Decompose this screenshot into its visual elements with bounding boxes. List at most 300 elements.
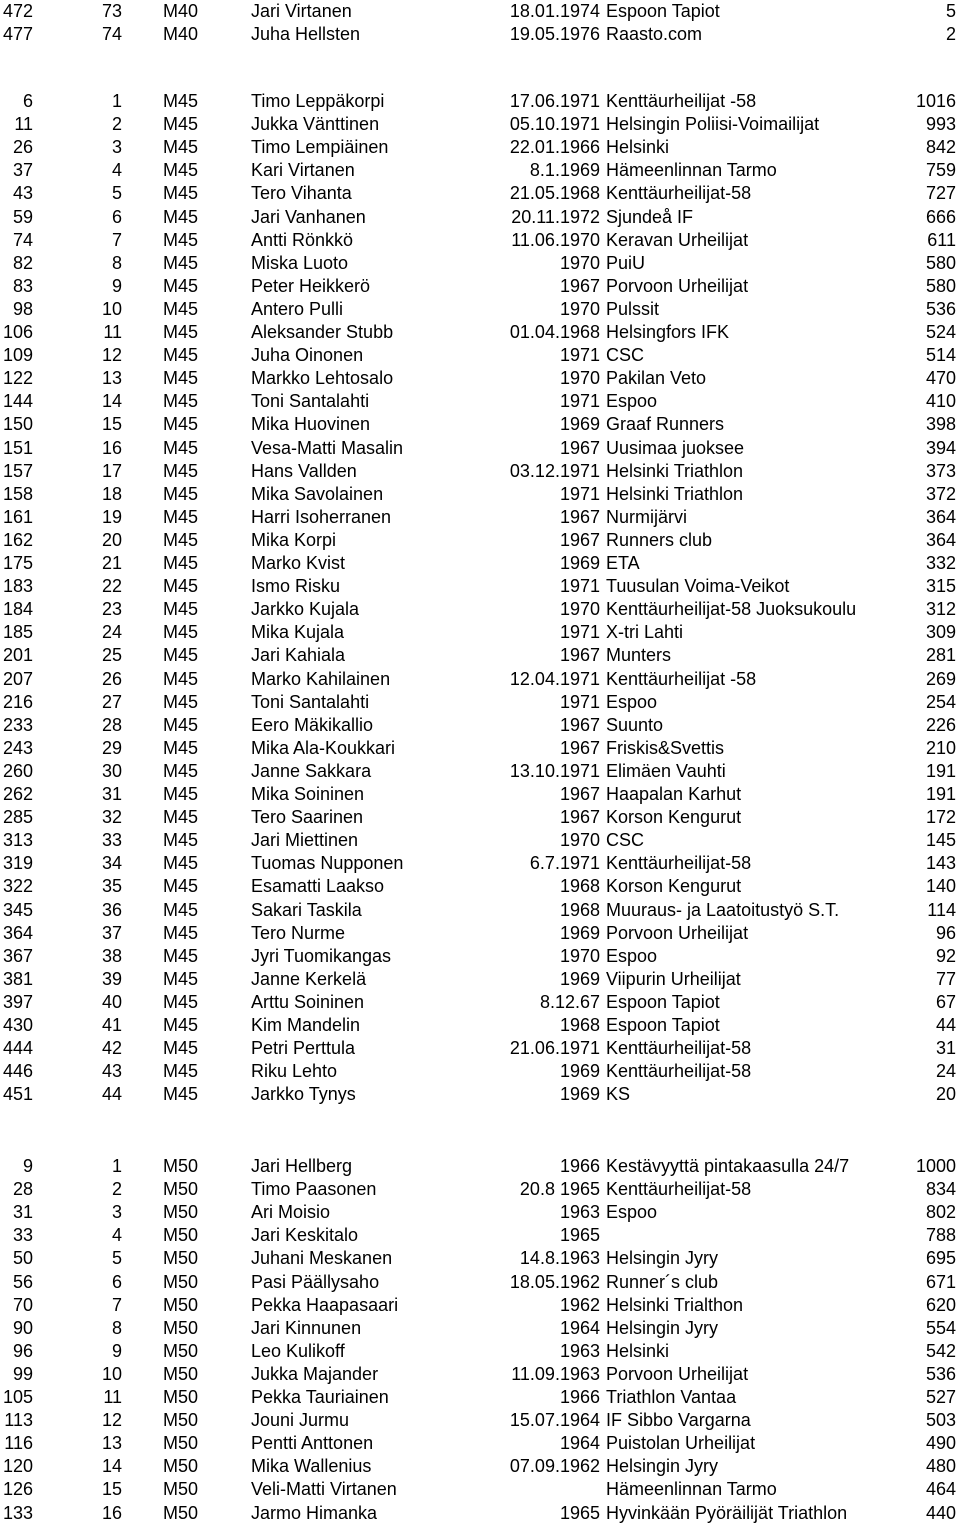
overall-rank: 122 [2,368,33,389]
age-class: M45 [163,784,199,804]
overall-rank: 37 [12,160,33,181]
points: 92 [935,945,956,966]
club-name: Espoo [606,391,658,412]
result-row [0,1201,960,1224]
athlete-name: Eero Mäkikallio [251,714,374,735]
result-row [0,229,960,252]
birth-date: 1970 [559,368,600,389]
points: 580 [925,252,956,273]
athlete-name: Sakari Taskila [251,899,362,920]
class-position: 10 [101,1363,122,1384]
age-class: M45 [163,483,199,504]
points: 191 [925,760,956,781]
overall-rank: 260 [2,760,33,781]
points: 536 [925,1363,956,1384]
class-position: 12 [101,1410,122,1431]
points: 1000 [915,1156,956,1176]
birth-date: 1967 [559,645,600,666]
age-class: M50 [163,1387,199,1407]
class-position: 6 [111,206,122,227]
club-name: ETA [606,553,640,573]
athlete-name: Kari Virtanen [251,160,355,181]
birth-date: 1963 [559,1202,600,1223]
athlete-name: Jari Kahiala [251,645,346,666]
birth-date: 1971 [559,622,600,643]
overall-rank: 207 [2,668,33,689]
birth-date: 1969 [559,414,600,435]
class-position: 4 [111,1225,122,1246]
points: 666 [925,206,956,227]
overall-rank: 243 [2,737,33,758]
athlete-name: Arttu Soininen [251,991,365,1012]
club-name: Sjundeå IF [606,206,694,227]
athlete-name: Antero Pulli [251,298,344,319]
points: 309 [925,622,956,643]
athlete-name: Vesa-Matti Masalin [251,437,404,458]
points: 398 [925,414,956,435]
athlete-name: Juhani Meskanen [251,1248,393,1269]
class-position: 10 [101,298,122,319]
birth-date: 1967 [559,529,600,550]
age-class: M50 [163,1363,199,1384]
birth-date: 1969 [559,1084,600,1105]
class-position: 5 [111,183,122,204]
birth-date: 1969 [559,1061,600,1082]
class-position: 20 [101,529,122,550]
age-class: M50 [163,1340,199,1361]
age-class: M45 [163,1015,199,1035]
age-class: M45 [163,737,199,758]
club-name: Kenttäurheilijat -58 [606,668,757,689]
age-class: M50 [163,1317,199,1338]
club-name: Kenttäurheilijat-58 [606,183,752,204]
birth-date: 1967 [559,437,600,458]
overall-rank: 216 [2,691,33,712]
club-name: PuiU [606,252,646,273]
birth-date: 1969 [559,553,600,573]
athlete-name: Mika Kujala [251,622,345,643]
result-row [0,298,960,321]
club-name: Helsinki [606,1340,670,1361]
class-position: 73 [101,1,122,21]
points: 440 [925,1502,956,1523]
result-row [0,367,960,390]
club-name: Friskis&Svettis [606,737,725,758]
birth-date: 21.06.1971 [509,1038,600,1059]
athlete-name: Jarkko Kujala [251,599,360,620]
overall-rank: 133 [2,1502,33,1523]
age-class: M45 [163,114,199,135]
age-class: M45 [163,1038,199,1059]
birth-date: 15.07.1964 [509,1410,600,1431]
class-position: 24 [101,622,122,643]
athlete-name: Mika Huovinen [251,414,371,435]
class-position: 7 [111,1294,122,1315]
age-class: M45 [163,275,199,296]
class-position: 40 [101,991,122,1012]
overall-rank: 161 [2,506,33,527]
points: 24 [935,1061,956,1082]
overall-rank: 446 [2,1061,33,1082]
age-class: M45 [163,899,199,920]
club-name: Korson Kengurut [606,876,742,897]
birth-date: 13.10.1971 [509,760,600,781]
athlete-name: Mika Wallenius [251,1456,372,1477]
points: 254 [925,691,956,712]
club-name: Nurmijärvi [606,506,687,527]
class-position: 37 [101,922,122,943]
overall-rank: 397 [2,991,33,1012]
overall-rank: 43 [12,183,33,204]
overall-rank: 28 [12,1179,33,1200]
birth-date: 1967 [559,714,600,735]
overall-rank: 99 [12,1363,33,1384]
age-class: M45 [163,460,199,481]
age-class: M40 [163,1,199,21]
class-position: 11 [103,322,122,342]
result-row [0,1386,960,1409]
points: 96 [935,922,956,943]
club-name: Munters [606,645,672,666]
points: 364 [925,529,956,550]
age-class: M45 [163,137,199,158]
class-position: 14 [101,391,122,412]
athlete-name: Tero Nurme [251,922,346,943]
points: 410 [925,391,956,412]
class-position: 11 [103,1387,122,1407]
points: 312 [925,599,956,620]
result-row [0,575,960,598]
class-position: 27 [101,691,122,712]
overall-rank: 157 [2,460,33,481]
points: 580 [925,275,956,296]
overall-rank: 183 [2,576,33,597]
birth-date: 1968 [559,1015,600,1035]
class-position: 15 [101,1479,122,1500]
age-class: M50 [163,1156,199,1176]
athlete-name: Juha Oinonen [251,345,364,366]
birth-date: 18.01.1974 [509,1,600,21]
points: 1016 [915,91,956,111]
age-class: M50 [163,1410,199,1431]
points: 31 [935,1038,956,1059]
result-row [0,829,960,852]
class-position: 2 [111,1179,122,1200]
overall-rank: 33 [12,1225,33,1246]
birth-date: 1967 [559,737,600,758]
result-row [0,1037,960,1060]
athlete-name: Markko Lehtosalo [251,368,394,389]
result-row [0,1294,960,1317]
points: 834 [925,1179,956,1200]
birth-date: 1969 [559,922,600,943]
age-class: M45 [163,668,199,689]
athlete-name: Jarmo Himanka [251,1502,378,1523]
points: 332 [925,553,956,573]
result-row [0,644,960,667]
athlete-name: Mika Soininen [251,784,365,804]
club-name: Puistolan Urheilijat [606,1433,756,1454]
class-position: 12 [101,345,122,366]
age-class: M45 [163,229,199,250]
class-position: 35 [101,876,122,897]
result-row [0,1224,960,1247]
class-position: 25 [101,645,122,666]
result-row [0,0,960,23]
points: 20 [935,1084,956,1105]
athlete-name: Aleksander Stubb [251,322,394,342]
overall-rank: 233 [2,714,33,735]
birth-date: 1971 [559,391,600,412]
age-class: M45 [163,322,199,342]
birth-date: 1970 [559,298,600,319]
club-name: Graaf Runners [606,414,725,435]
class-position: 1 [111,91,122,111]
club-name: Raasto.com [606,24,703,45]
athlete-name: Hans Vallden [251,460,357,481]
age-class: M45 [163,506,199,527]
athlete-name: Pekka Haapasaari [251,1294,399,1315]
athlete-name: Tero Saarinen [251,807,364,828]
points: 210 [925,737,956,758]
result-row [0,1432,960,1455]
points: 394 [925,437,956,458]
overall-rank: 184 [2,599,33,620]
points: 490 [925,1433,956,1454]
age-class: M45 [163,991,199,1012]
birth-date: 22.01.1966 [509,137,600,158]
club-name: CSC [606,830,645,851]
overall-rank: 162 [2,529,33,550]
club-name: Kenttäurheilijat-58 Juoksukoulu [606,599,857,620]
result-row [0,1247,960,1270]
age-class: M50 [163,1479,199,1500]
club-name: Helsingin Poliisi-Voimailijat [606,114,820,135]
age-class: M50 [163,1202,199,1223]
birth-date: 1970 [559,945,600,966]
overall-rank: 90 [12,1317,33,1338]
result-row [0,760,960,783]
athlete-name: Pasi Päällysaho [251,1271,380,1292]
points: 470 [925,368,956,389]
birth-date: 1965 [559,1225,600,1246]
age-class: M45 [163,1084,199,1105]
birth-date: 1966 [559,1156,600,1176]
athlete-name: Leo Kulikoff [251,1340,345,1361]
result-row [0,783,960,806]
points: 802 [925,1202,956,1223]
age-class: M45 [163,853,199,874]
athlete-name: Juha Hellsten [251,24,361,45]
age-class: M45 [163,691,199,712]
result-row [0,899,960,922]
result-row [0,1155,960,1178]
age-class: M45 [163,945,199,966]
overall-rank: 444 [2,1038,33,1059]
points: 993 [925,114,956,135]
club-name: Porvoon Urheilijat [606,275,749,296]
athlete-name: Pentti Anttonen [251,1433,374,1454]
birth-date: 05.10.1971 [509,114,600,135]
age-class: M45 [163,576,199,597]
birth-date: 8.1.1969 [529,160,600,181]
class-position: 43 [101,1061,122,1082]
birth-date: 1967 [559,275,600,296]
points: 514 [925,345,956,366]
class-position: 44 [101,1084,122,1105]
result-row [0,460,960,483]
club-name: Helsinki Trialthon [606,1294,744,1315]
athlete-name: Harri Isoherranen [251,506,392,527]
birth-date: 1962 [559,1294,600,1315]
club-name: Espoo [606,945,658,966]
age-class: M45 [163,298,199,319]
points: 727 [925,183,956,204]
athlete-name: Jouni Jurmu [251,1410,350,1431]
age-class: M50 [163,1456,199,1477]
birth-date: 01.04.1968 [509,322,600,342]
class-position: 2 [111,114,122,135]
athlete-name: Timo Leppäkorpi [251,91,385,111]
birth-date: 1966 [559,1387,600,1407]
result-row [0,529,960,552]
overall-rank: 313 [2,830,33,851]
athlete-name: Esamatti Laakso [251,876,385,897]
club-name: Helsingfors IFK [606,322,730,342]
class-position: 34 [101,853,122,874]
result-row [0,552,960,575]
club-name: Helsinki [606,137,670,158]
class-position: 36 [101,899,122,920]
overall-rank: 472 [2,1,33,21]
athlete-name: Toni Santalahti [251,691,370,712]
birth-date: 20.8 1965 [519,1179,600,1200]
overall-rank: 70 [12,1294,33,1315]
age-class: M45 [163,922,199,943]
birth-date: 1970 [559,830,600,851]
class-position: 16 [101,1502,122,1523]
points: 67 [935,991,956,1012]
result-row [0,991,960,1014]
overall-rank: 451 [2,1084,33,1105]
class-position: 22 [101,576,122,597]
club-name: Viipurin Urheilijat [606,968,741,989]
class-position: 9 [111,1340,122,1361]
class-position: 17 [101,460,122,481]
overall-rank: 98 [12,298,33,319]
result-row [0,1271,960,1294]
overall-rank: 285 [2,807,33,828]
age-class: M50 [163,1179,199,1200]
age-class: M45 [163,529,199,550]
birth-date: 20.11.1972 [511,206,600,227]
club-name: Runner´s club [606,1271,719,1292]
class-position: 3 [111,1202,122,1223]
overall-rank: 59 [12,206,33,227]
overall-rank: 322 [2,876,33,897]
class-position: 16 [101,437,122,458]
birth-date: 03.12.1971 [509,460,600,481]
birth-date: 1963 [559,1340,600,1361]
age-class: M45 [163,1061,199,1082]
club-name: Porvoon Urheilijat [606,922,749,943]
age-class: M45 [163,414,199,435]
result-row [0,344,960,367]
age-class: M45 [163,968,199,989]
age-class: M45 [163,714,199,735]
result-row [0,252,960,275]
result-row [0,483,960,506]
birth-date: 1968 [559,876,600,897]
overall-rank: 201 [2,645,33,666]
age-class: M50 [163,1294,199,1315]
age-class: M45 [163,760,199,781]
club-name: Uusimaa juoksee [606,437,745,458]
age-class: M45 [163,622,199,643]
class-position: 32 [101,807,122,828]
athlete-name: Jari Hellberg [251,1156,353,1176]
overall-rank: 106 [2,322,33,342]
athlete-name: Janne Sakkara [251,760,372,781]
athlete-name: Peter Heikkerö [251,275,371,296]
birth-date: 11.06.1970 [511,229,600,250]
overall-rank: 477 [2,24,33,45]
result-row [0,113,960,136]
athlete-name: Mika Savolainen [251,483,384,504]
birth-date: 1971 [559,483,600,504]
overall-rank: 116 [4,1433,33,1454]
age-class: M45 [163,645,199,666]
birth-date: 1971 [559,691,600,712]
class-position: 4 [111,160,122,181]
athlete-name: Pekka Tauriainen [251,1387,389,1407]
club-name: Helsingin Jyry [606,1456,719,1477]
age-class: M45 [163,391,199,412]
class-position: 26 [101,668,122,689]
birth-date: 1964 [559,1317,600,1338]
result-row [0,23,960,46]
overall-rank: 319 [2,853,33,874]
age-class: M45 [163,345,199,366]
class-position: 42 [101,1038,122,1059]
result-row [0,1409,960,1432]
class-position: 8 [111,1317,122,1338]
athlete-name: Jari Keskitalo [251,1225,359,1246]
club-name: Pulssit [606,298,660,319]
points: 527 [925,1387,956,1407]
athlete-name: Janne Kerkelä [251,968,367,989]
points: 172 [925,807,956,828]
points: 2 [945,24,956,45]
club-name: Helsingin Jyry [606,1248,719,1269]
result-row [0,90,960,113]
age-class: M45 [163,599,199,620]
points: 140 [925,876,956,897]
overall-rank: 430 [2,1015,33,1035]
overall-rank: 26 [12,137,33,158]
club-name: Triathlon Vantaa [606,1387,737,1407]
birth-date: 14.8.1963 [519,1248,600,1269]
birth-date: 1971 [559,576,600,597]
overall-rank: 185 [2,622,33,643]
points: 191 [925,784,956,804]
points: 554 [925,1317,956,1338]
overall-rank: 158 [2,483,33,504]
overall-rank: 151 [2,437,33,458]
class-position: 29 [101,737,122,758]
club-name: Espoon Tapiot [606,1015,720,1035]
result-row [0,691,960,714]
